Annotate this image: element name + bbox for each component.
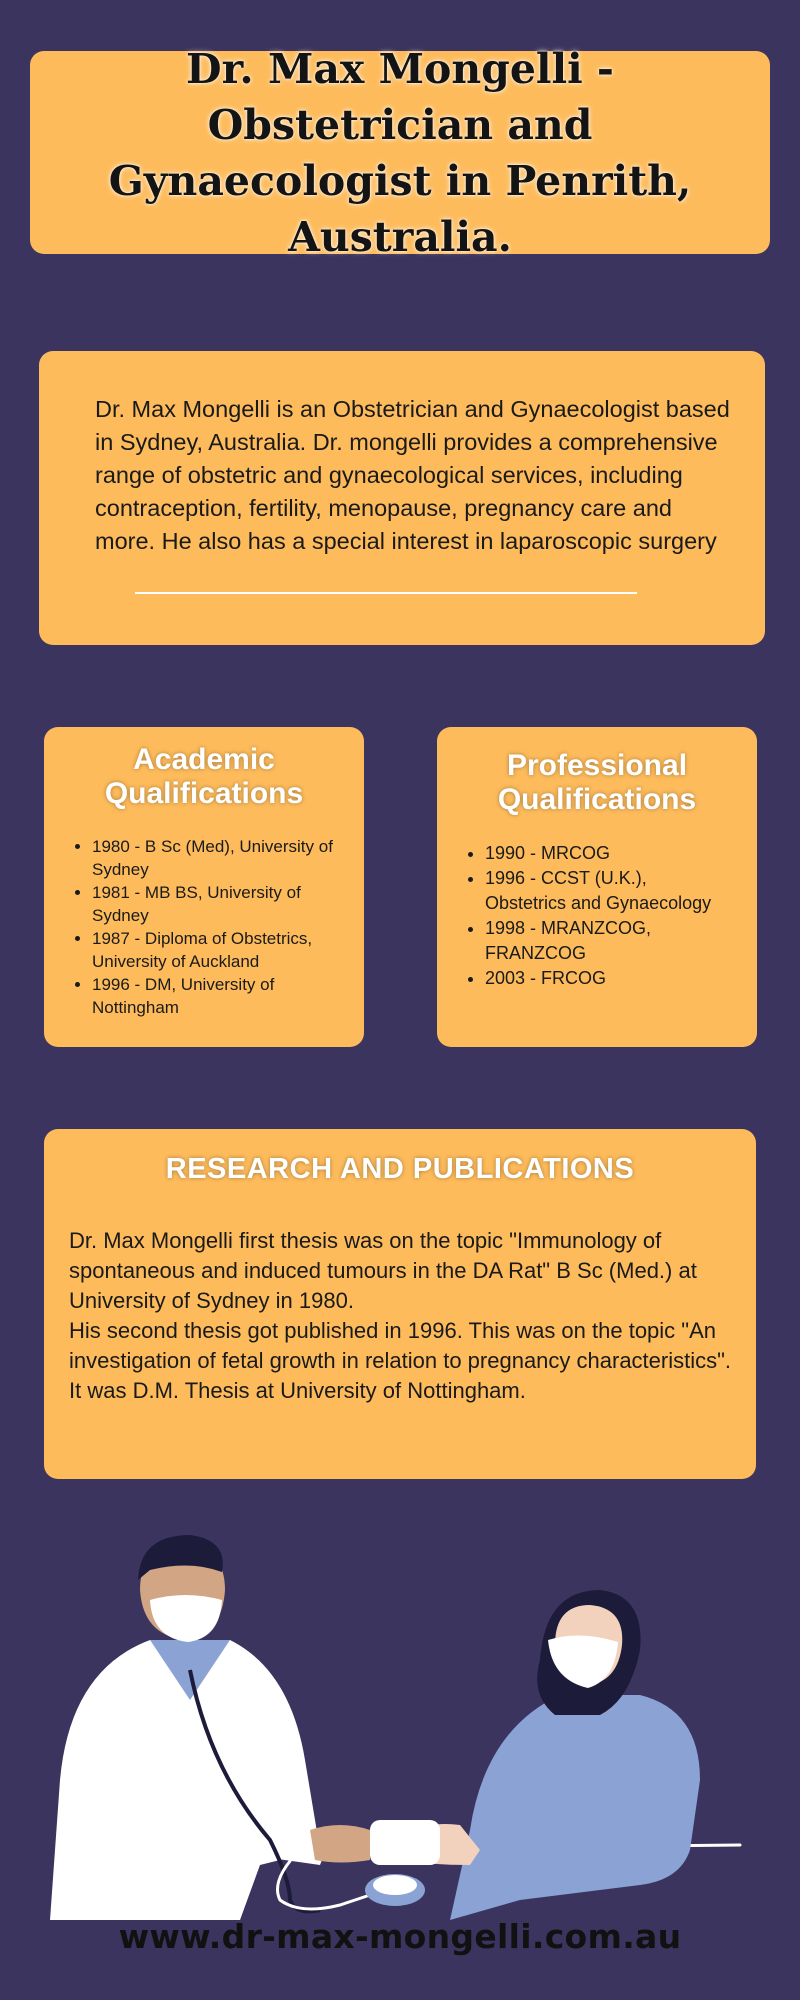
list-item: • 1981 - MB BS, University of Sydney [92,881,340,927]
research-card [44,1129,756,1479]
research-paragraph-2: His second thesis got published in 1996. This was on the topic "An investigation of fetal growth in relation to pregnancy characteristics". It was D.M. Thesis at University of Nottingham. [69,1318,732,1403]
doctor-patient-illustration-icon [40,1520,760,1920]
professional-qualifications-card [437,727,757,1047]
page-title: Dr. Max Mongelli - Obstetrician and Gynaecologist in Penrith, Australia. [108,44,692,261]
professional-heading: Professional Qualifications [497,749,697,816]
list-item: • 1987 - Diploma of Obstetrics, University of Auckland [92,927,340,973]
research-paragraph-1: Dr. Max Mongelli first thesis was on the topic "Immunology of spontaneous and induced tumours in the DA Rat" B Sc (Med.) at University of Sydney in 1980. [69,1228,697,1313]
professional-list [437,841,757,991]
academic-list [44,835,364,1019]
list-item: • 1990 - MRCOG [485,841,717,866]
list-item: • 1996 - CCST (U.K.), Obstetrics and Gynaecology [485,866,717,916]
list-item: • 1998 - MRANZCOG, FRANZCOG [485,916,717,966]
intro-card [39,351,765,645]
academic-heading: Academic Qualifications [104,743,304,810]
research-heading: RESEARCH AND PUBLICATIONS [165,1153,635,1185]
academic-qualifications-card [44,727,364,1047]
list-item: • 2003 - FRCOG [485,966,717,991]
website-url[interactable]: www.dr-max-mongelli.com.au [118,1917,682,1956]
intro-underline [135,592,637,594]
list-item: • 1996 - DM, University of Nottingham [92,973,340,1019]
title-card [30,44,770,261]
intro-text: Dr. Max Mongelli is an Obstetrician and Gynaecologist based in Sydney, Australia. Dr. mongelli provides a comprehensive range of obstetric and gynaecological services, including contraception, fertility, menopause, pregnancy care and more. He also has a special interest in laparoscopic surgery [95,396,730,554]
list-item: • 1980 - B Sc (Med), University of Sydney [92,835,340,881]
